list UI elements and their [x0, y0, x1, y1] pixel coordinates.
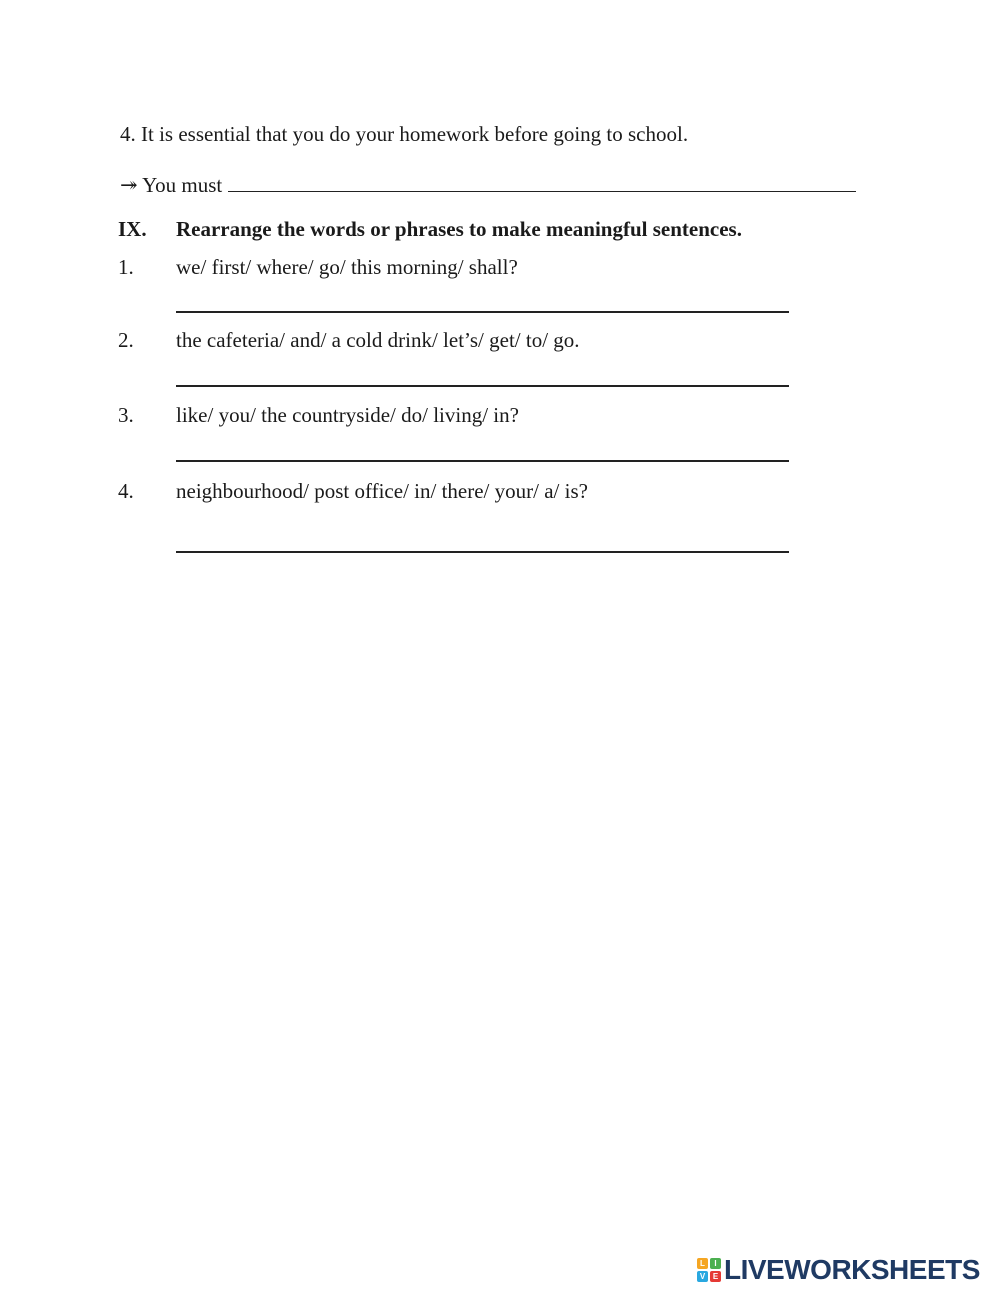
list-item	[118, 402, 519, 428]
item-number: 2.	[118, 328, 134, 352]
answer-blank-input[interactable]	[228, 171, 856, 192]
list-item	[118, 254, 518, 280]
logo-letter: L	[697, 1258, 708, 1269]
answer-line-prefix	[120, 171, 856, 198]
section-title: Rearrange the words or phrases to make meaningful sentences.	[176, 217, 742, 241]
item-number: 1.	[118, 255, 134, 279]
item-number: 4.	[118, 479, 134, 503]
answer-blank-input[interactable]	[176, 460, 789, 462]
logo-letter: E	[710, 1271, 721, 1282]
liveworksheets-logo	[697, 1255, 980, 1285]
list-item	[118, 478, 588, 504]
logo-letter: I	[710, 1258, 721, 1269]
answer-blank-input[interactable]	[176, 385, 789, 387]
logo-text: LIVEWORKSHEETS	[724, 1254, 980, 1285]
answer-prefix-text: ↠ You must	[120, 173, 223, 197]
section-number: IX.	[118, 217, 147, 241]
list-item	[118, 327, 580, 353]
answer-blank-input[interactable]	[176, 551, 789, 553]
item-prompt: we/ first/ where/ go/ this morning/ shall?	[176, 255, 518, 279]
item-prompt: the cafeteria/ and/ a cold drink/ let’s/ get/ to/ go.	[176, 328, 580, 352]
liveworksheets-logo-icon	[697, 1258, 721, 1282]
previous-question: 4. It is essential that you do your homework before going to school.	[120, 122, 689, 146]
item-number: 3.	[118, 403, 134, 427]
answer-blank-input[interactable]	[176, 311, 789, 313]
item-prompt: neighbourhood/ post office/ in/ there/ your/ a/ is?	[176, 479, 588, 503]
section-heading	[118, 216, 742, 242]
logo-letter: V	[697, 1271, 708, 1282]
item-prompt: like/ you/ the countryside/ do/ living/ in?	[176, 403, 519, 427]
